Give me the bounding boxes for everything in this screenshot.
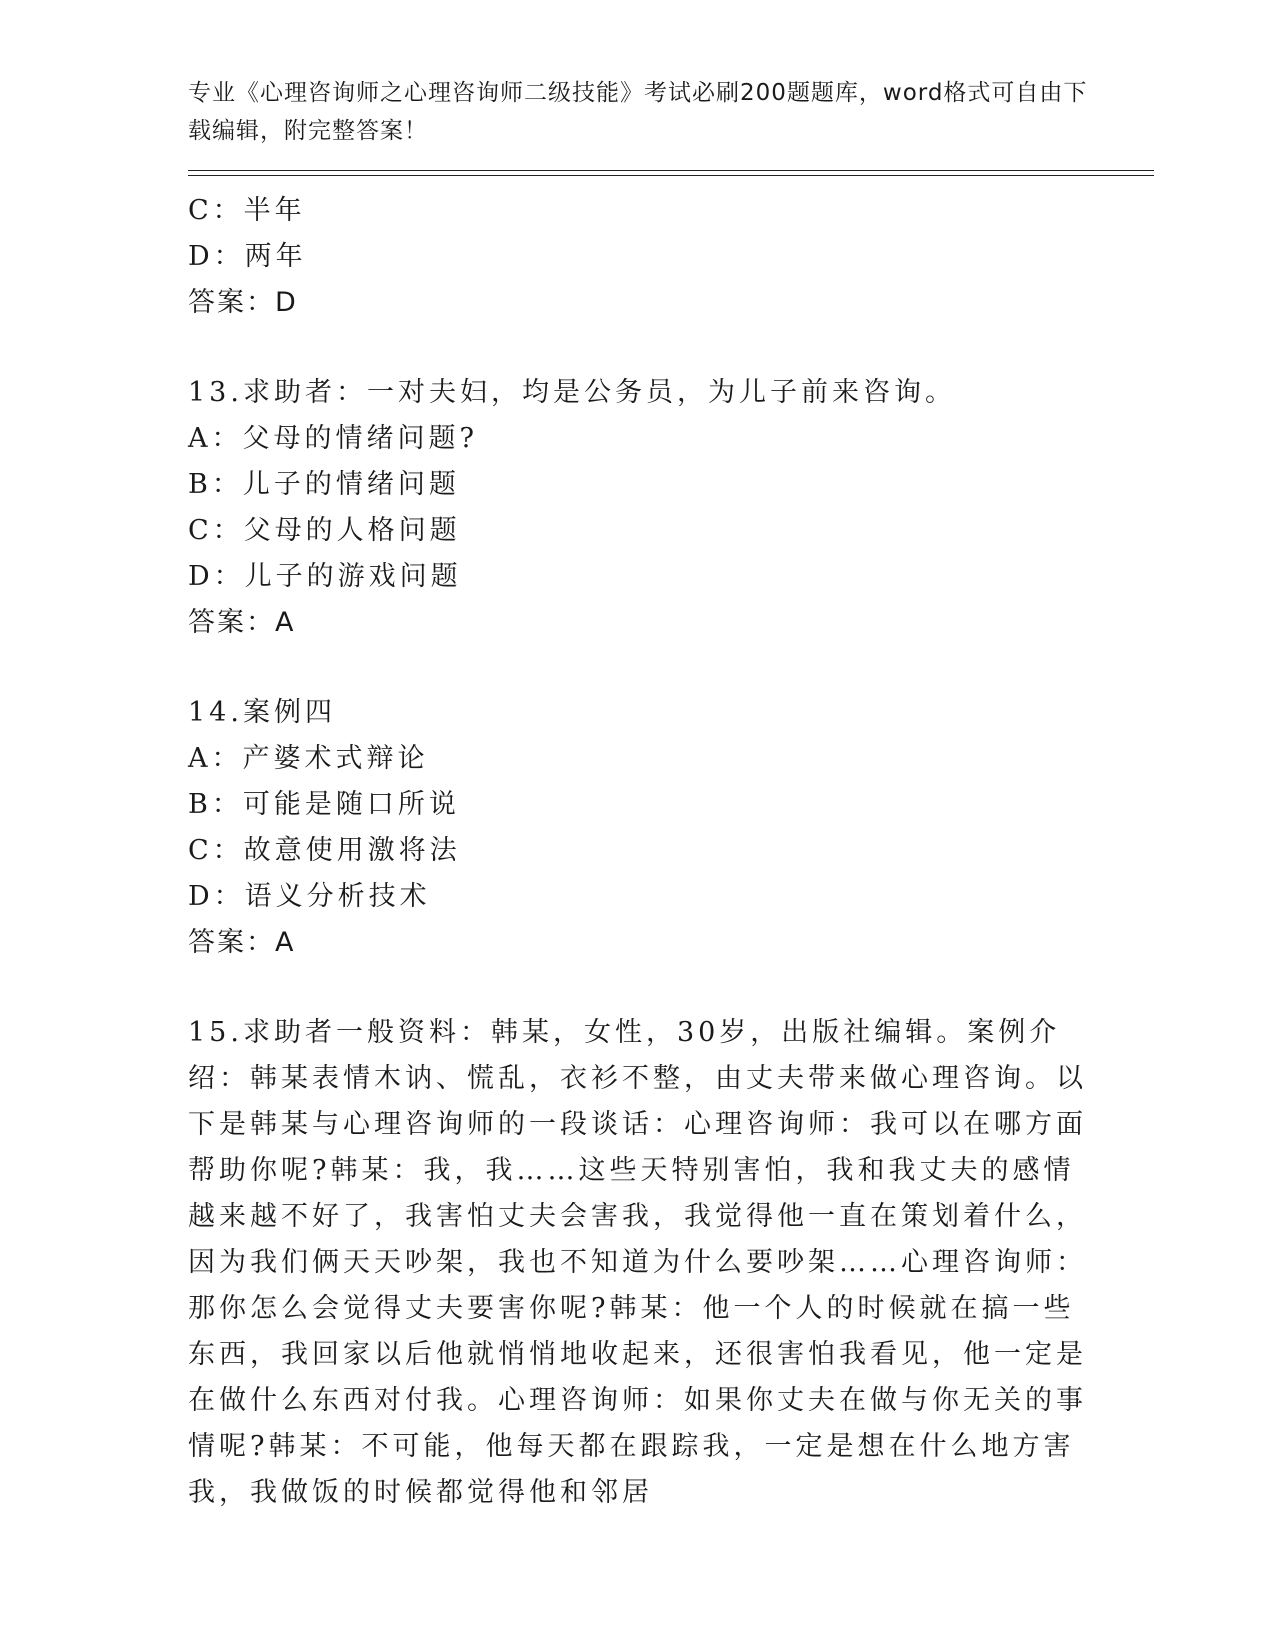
option-a: A：父母的情绪问题? (188, 423, 478, 454)
option-c: C：父母的人格问题 (188, 515, 461, 546)
question-15 (188, 1010, 1088, 1516)
header-divider-top (188, 170, 1154, 171)
answer: 答案：A (188, 927, 296, 958)
document-header (188, 74, 1088, 150)
option-d: D：儿子的游戏问题 (188, 561, 462, 592)
option-d: D：两年 (188, 241, 307, 272)
question-13 (188, 370, 1088, 646)
option-b: B：儿子的情绪问题 (188, 469, 460, 500)
option-a: A：产婆术式辩论 (188, 743, 429, 774)
question-stem: 15.求助者一般资料：韩某，女性，30岁，出版社编辑。案例介绍：韩某表情木讷、慌乱，衣衫不整，由丈夫带来做心理咨询。以下是韩某与心理咨询师的一段谈话：心理咨询师：我可以在哪方面帮助你呢?韩某：我，我……这些天特别害怕，我和我丈夫的感情越来越不好了，我害怕丈夫会害我，我觉得他一直在策划着什么，因为我们俩天天吵架，我也不知道为什么要吵架……心理咨询师：那你怎么会觉得丈夫要害你呢?韩某：他一个人的时候就在搞一些东西，我回家以后他就悄悄地收起来，还很害怕我看见，他一定是在做什么东西对付我。心理咨询师：如果你丈夫在做与你无关的事情呢?韩某：不可能，他每天都在跟踪我，一定是想在什么地方害我，我做饭的时候都觉得他和邻居 (188, 1017, 1087, 1508)
answer: 答案：A (188, 607, 296, 638)
document-body (188, 188, 1088, 1516)
option-c: C：半年 (188, 195, 306, 226)
option-c: C：故意使用激将法 (188, 835, 461, 866)
question-stem: 13.求助者：一对夫妇，均是公务员，为儿子前来咨询。 (188, 377, 956, 408)
answer: 答案：D (188, 287, 298, 318)
question-14 (188, 690, 1088, 966)
question-stem: 14.案例四 (188, 697, 336, 728)
option-d: D：语义分析技术 (188, 881, 431, 912)
header-title: 专业《心理咨询师之心理咨询师二级技能》考试必刷200题题库，word格式可自由下载编辑，附完整答案！ (188, 80, 1088, 144)
question-12-tail (188, 188, 1088, 326)
header-divider-bottom (188, 175, 1154, 176)
option-b: B：可能是随口所说 (188, 789, 460, 820)
